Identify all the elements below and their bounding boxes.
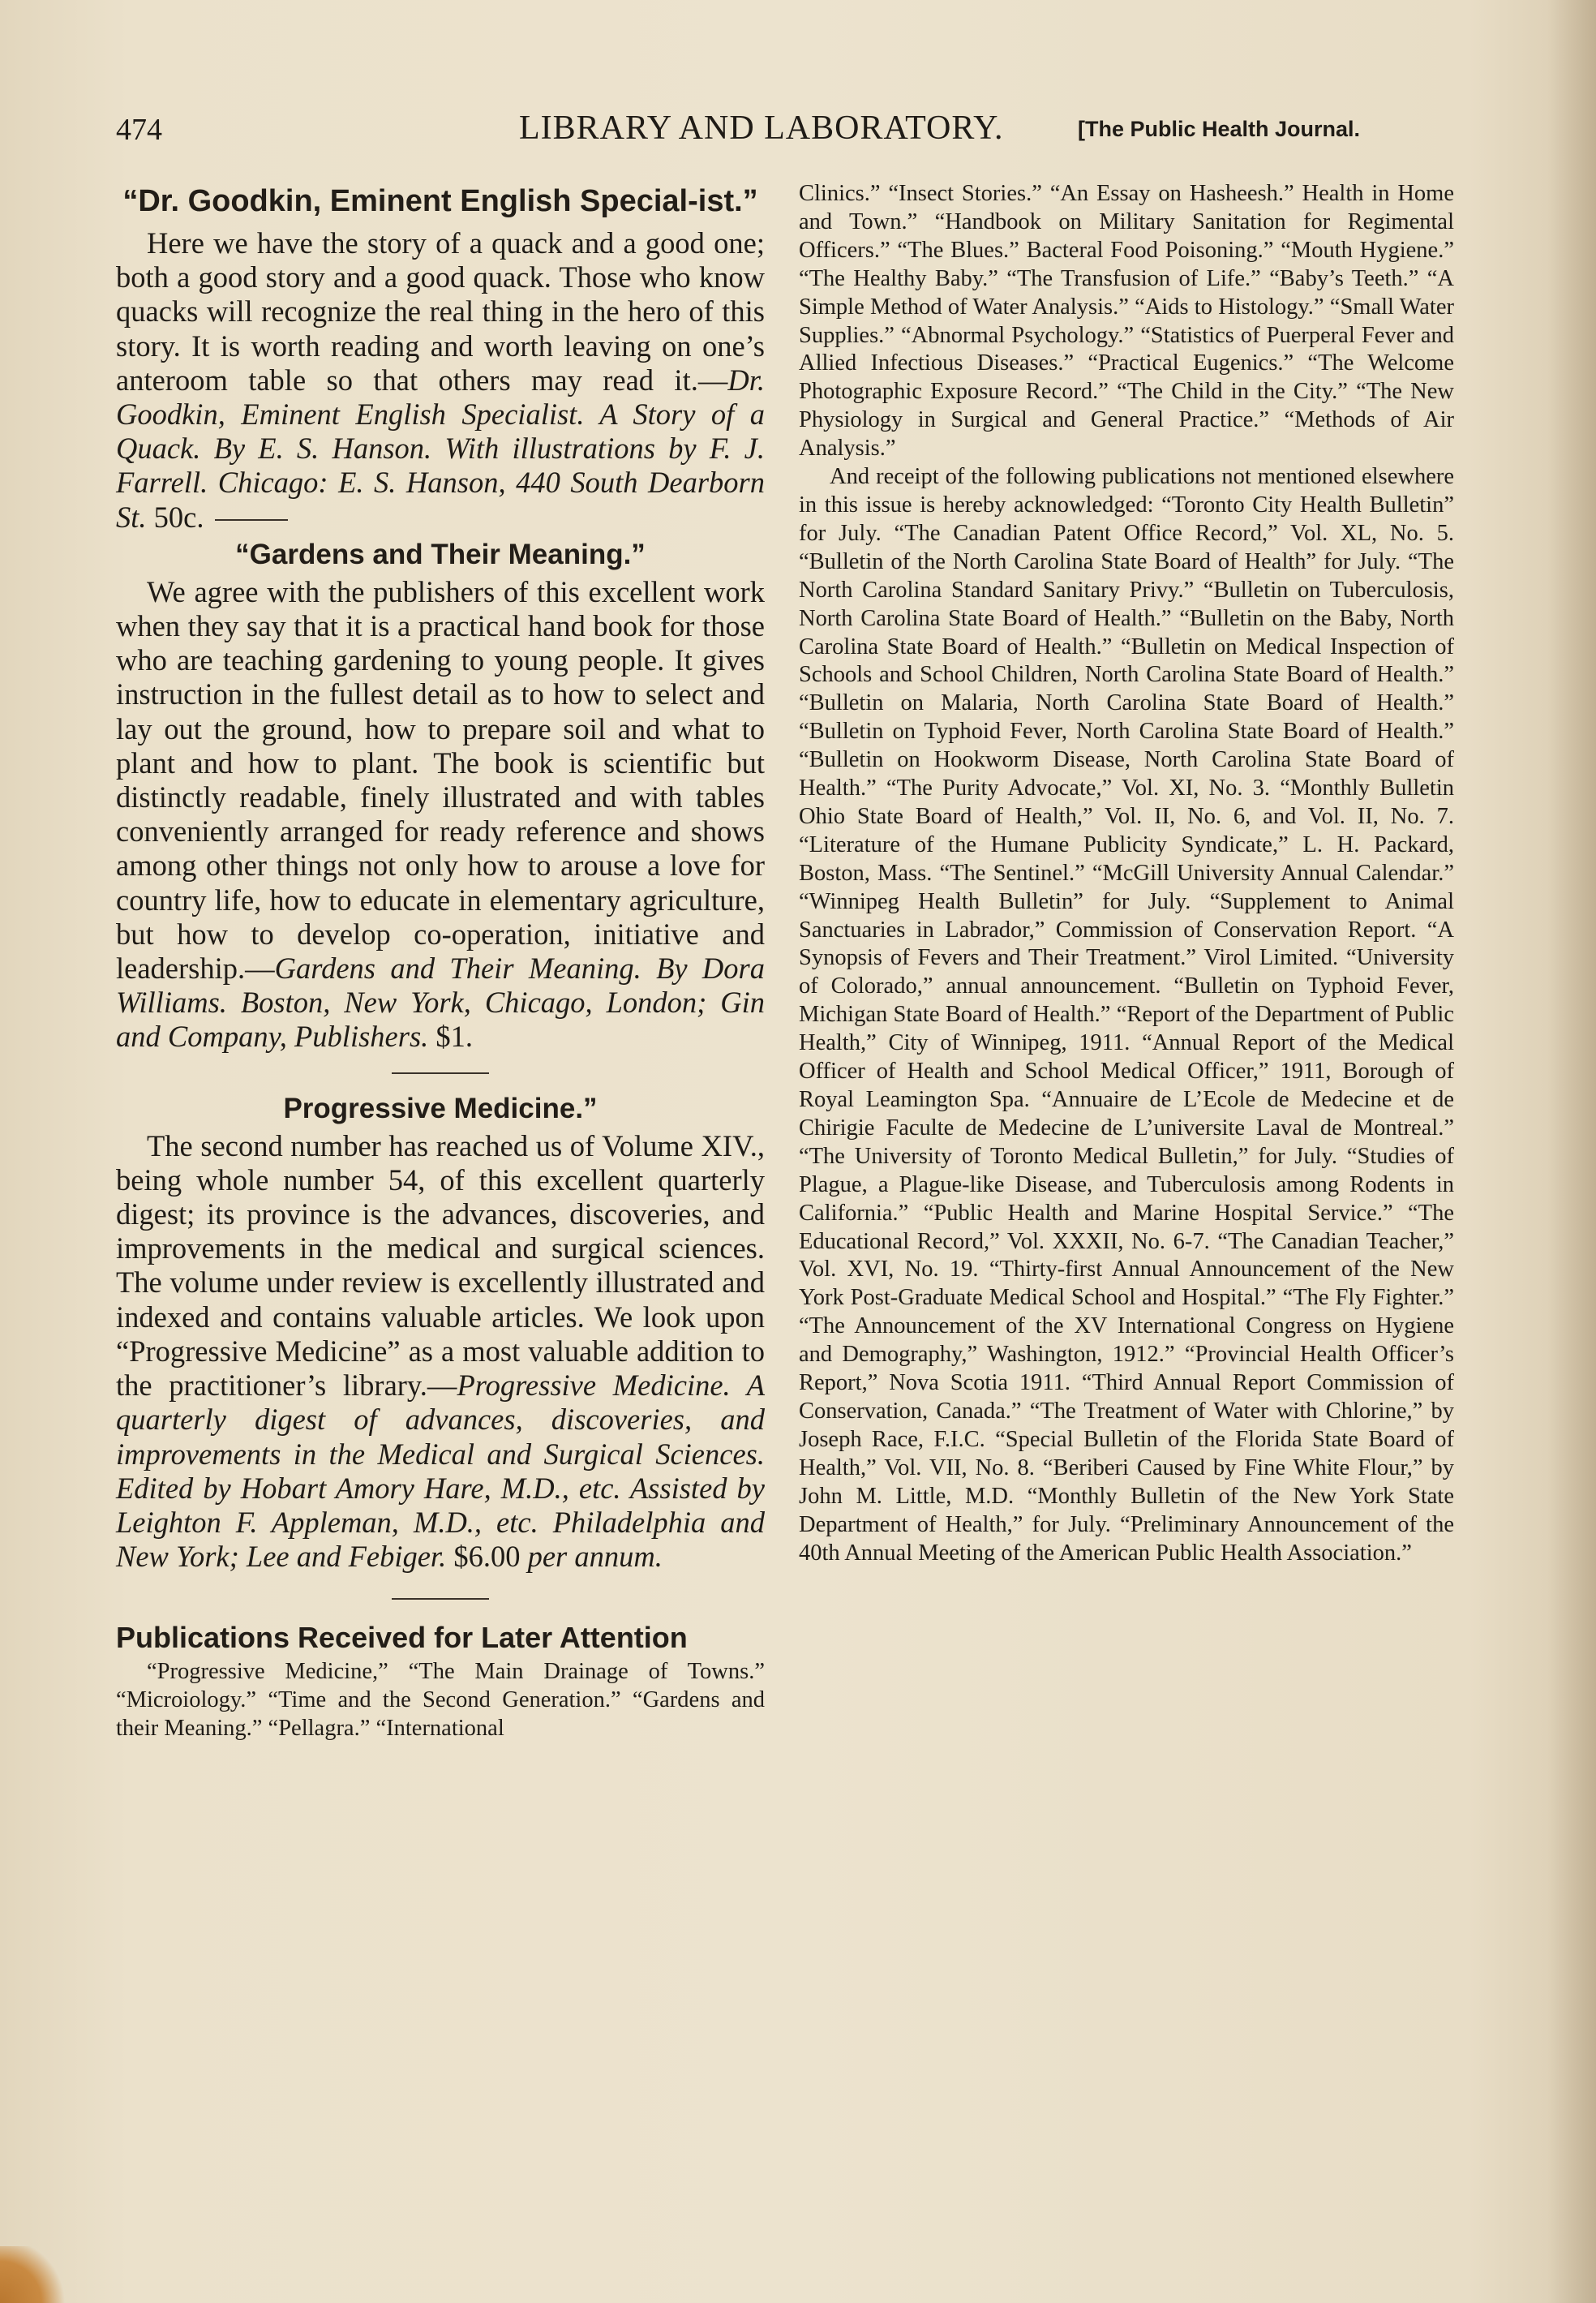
article-text-goodkin: Here we have the story of a quack and a good one; both a good story and a good quack. Those who know quacks will recognize the real thing in the hero of this story. It is worth reading and worth leaving on one’s anteroom table so that others may read it.—	[116, 226, 765, 397]
article-citation-progressive: Progressive Medicine. A quarterly digest of advances, discoveries, and improvements in the Medical and Surgical Sciences. Edited by Hobart Amory Hare, M.D., etc. Assisted by Leighton F. Appleman, M.D., etc. Philadelphia and New York; Lee and Febiger.	[116, 1368, 765, 1574]
article-text-progressive: The second number has reached us of Volume XIV., being whole number 54, of this excellent quarterly digest; its province is the advances, discoveries, and improvements in the medical and surgical sciences. The volume under review is excellently illustrated and indexed and contains valuable articles. We look upon “Progressive Medicine” as a most valuable addition to the practitioner’s library.—	[116, 1128, 765, 1403]
article-body-goodkin	[116, 226, 765, 535]
article-text-gardens: We agree with the publishers of this excellent work when they say that it is a practical hand book for those who are teaching gardening to young people. It gives instruction in the fullest detail as to how to select and lay out the ground, how to prepare soil and what to plant and how to plant. The book is scientific but distinctly readable, finely illustrated and with tables conveniently arranged for ready reference and shows among other things not only how to arouse a love for country life, how to educate in elementary agriculture, but how to develop co-operation, initiative and leadership.—	[116, 574, 765, 986]
right-column	[799, 180, 1454, 1567]
article-title-gardens: “Gardens and Their Meaning.”	[235, 538, 646, 570]
article-citation-gardens: Gardens and Their Meaning. By Dora Williams. Boston, New York, Chicago, London; Gin and Company, Publishers.	[116, 952, 765, 1054]
article-body-progressive	[116, 1129, 765, 1575]
section-title-publications: Publications Received for Later Attention	[116, 1621, 688, 1655]
page-number: 474	[116, 113, 162, 147]
section-rule	[392, 1072, 489, 1074]
left-column	[116, 183, 765, 1743]
article-price-progressive: $6.00	[446, 1540, 528, 1574]
publications-acknowledged: And receipt of the following publications not mentioned elsewhere in this issue is hereby acknowledged: “Toronto City Health Bulletin” for July. “The Canadian Patent Office Record,” Vol. XL, No. 5. “Bulletin of the North Carolina State Board of Health” for July. “The North Carolina Standard Sanitary Privy.” “Bulletin on Tuberculosis, North Carolina State Board of Health.” “Bulletin on the Baby, North Carolina State Board of Health.” “Bulletin on Medical Inspection of Schools and School Children, North Carolina State Board of Health.” “Bulletin on Malaria, North Carolina State Board of Health.” “Bulletin on Typhoid Fever, North Carolina State Board of Health.” “Bulletin on Hookworm Disease, North Carolina State Board of Health.” “The Purity Advocate,” Vol. XI, No. 3. “Monthly Bulletin Ohio State Board of Health,” Vol. II, No. 6, and Vol. II, No. 7. “Literature of the Humane Publicity Syndicate,” L. H. Packard, Boston, Mass. “The Sentinel.” “McGill University Annual Calendar.” “Winnipeg Health Bulletin” for July. “Supplement to Animal Sanctuaries in Labrador,” Commission of Conservation Report. “A Synopsis of Fevers and Their Treatment.” Virol Limited. “University of Colorado,” annual announcement. “Bulletin on Typhoid Fever, Michigan State Board of Health.” “Report of the Department of Public Health,” City of Winnipeg, 1911. “Annual Report of the Medical Officer of Health and School Medical Officer,” 1911, Borough of Royal Leamington Spa. “Annuaire de L’Ecole de Medecine et de Chirigie Faculte de Medecine de L’universite Laval de Montreal.” “The University of Toronto Medical Bulletin,” for July. “Studies of Plague, a Plague-like Disease, and Tuberculosis among Rodents in California.” “Public Health and Marine Hospital Service.” “The Educational Record,” Vol. XXXII, No. 6-7. “The Canadian Teacher,” Vol. XVI, No. 19. “Thirty-first Annual Announcement of the New York Post-Graduate Medical School and Hospital.” “The Fly Fighter.” “The Announcement of the XV International Congress on Hygiene and Demography,” Washington, 1912.” “Provincial Health Officer’s Report,” Nova Scotia 1911. “Third Annual Report Commission of Conservation, Canada.” “The Treatment of Water with Chlorine,” by Joseph Race, F.I.C. “Special Bulletin of the Florida State Board of Health,” Vol. VII, No. 8. “Beriberi Caused by Fine White Flour,” by John M. Little, M.D. “Monthly Bulletin of the New York State Department of Health,” for July. “Preliminary Announcement of the 40th Annual Meeting of the American Public Health Association.”	[799, 464, 1454, 1566]
article-title-goodkin: “Dr. Goodkin, Eminent English Special-ist.”	[122, 184, 758, 218]
page-header	[116, 107, 1454, 156]
article-title-progressive: Progressive Medicine.”	[283, 1092, 598, 1124]
section-rule	[392, 1598, 489, 1600]
section-rule	[215, 519, 288, 521]
journal-tag: [The Public Health Journal.	[1078, 117, 1361, 141]
article-citation-goodkin: Dr. Goodkin, Eminent English Specialist. A Story of a Quack. By E. S. Hanson. With illustrations by F. J. Farrell. Chicago: E. S. Hanson, 440 South Dearborn St.	[116, 363, 765, 534]
article-price-tail-progressive: per annum.	[527, 1540, 663, 1574]
page-edge-shadow	[1547, 0, 1596, 2303]
publications-list-continued: Clinics.” “Insect Stories.” “An Essay on Hasheesh.” Health in Home and Town.” “Handbook on Military Sanitation for Regimental Officers.” “The Blues.” Bacteral Food Poisoning.” “Mouth Hygiene.” “The Healthy Baby.” “The Transfusion of Life.” “Baby’s Teeth.” “A Simple Method of Water Analysis.” “Aids to Histology.” “Small Water Supplies.” “Abnormal Psychology.” “Statistics of Puerperal Fever and Allied Infectious Diseases.” “Practical Eugenics.” “The Welcome Photographic Exposure Record.” “The Child in the City.” “The New Physiology in Surgical and General Practice.” “Methods of Air Analysis.”	[799, 181, 1454, 462]
article-price-goodkin: 50c.	[146, 500, 204, 534]
publications-list-start: “Progressive Medicine,” “The Main Drainage of Towns.” “Microiology.” “Time and the Second Generation.” “Gardens and their Meaning.” “Pellagra.” “International	[116, 1659, 765, 1742]
article-body-gardens	[116, 575, 765, 1055]
article-price-gardens: $1.	[428, 1020, 474, 1054]
running-title: LIBRARY AND LABORATORY.	[519, 110, 1004, 147]
page-corner-stain	[0, 2246, 73, 2303]
